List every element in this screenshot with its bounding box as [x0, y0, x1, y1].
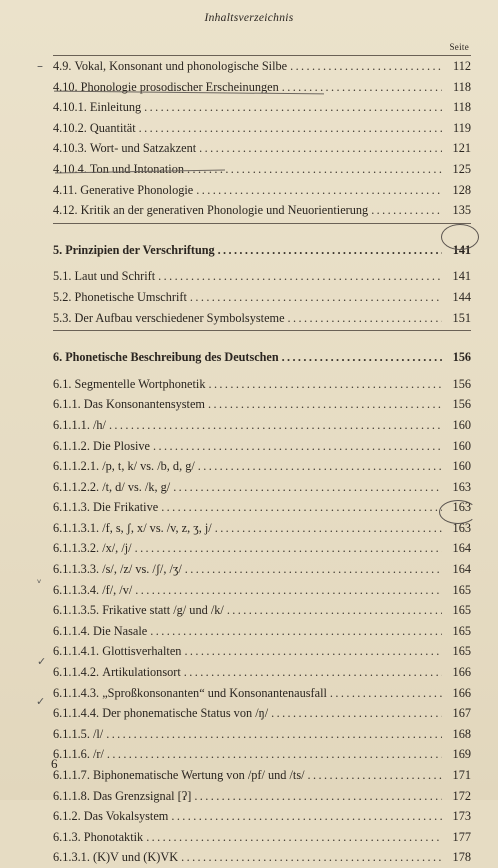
toc-entry-title: Phonotaktik [83, 829, 144, 844]
dot-leader [181, 847, 442, 868]
toc-entry-title: Der Aufbau verschiedener Symbolsysteme [74, 310, 285, 325]
toc-entry-row [53, 806, 471, 827]
dot-leader [173, 477, 442, 498]
toc-entry-title: Biphonematische Wertung von /pf/ und /ts/ [92, 768, 305, 782]
toc-entry-page: 168 [452, 726, 471, 741]
toc-entry-page: 156 [452, 350, 471, 365]
toc-entry-number: 5.3. [53, 310, 72, 325]
toc-entry-page: 135 [452, 203, 471, 218]
toc-chapter-row [53, 240, 471, 261]
dot-leader [290, 56, 442, 77]
toc-entry-page: 128 [452, 182, 471, 197]
toc-entry-title: Frikative statt /g/ und /k/ [102, 603, 224, 618]
toc-entry-number: 4.10.4. [53, 161, 87, 176]
toc-entry-page: 151 [452, 310, 471, 325]
dot-leader [308, 765, 442, 786]
pencil-circle-165 [439, 500, 477, 524]
toc-entry-page: 119 [453, 120, 471, 135]
toc-entry-title: Laut und Schrift [74, 269, 156, 284]
toc-entry-page: 165 [452, 582, 471, 597]
toc-entry-title: Phonologie prosodischer Erscheinungen [80, 79, 279, 94]
toc-entry-number: 6.1.1.4. [53, 623, 90, 638]
toc-entry-page: 166 [452, 685, 471, 700]
dot-leader [135, 580, 442, 601]
dot-leader [190, 287, 442, 308]
toc-entry-page: 163 [452, 520, 471, 535]
section-gap [53, 331, 471, 347]
toc-entry-page: 141 [452, 269, 471, 284]
dot-leader [153, 436, 442, 457]
dot-leader [208, 394, 442, 415]
toc-entry-title: Kritik an der generativen Phonologie und Neuorientierung [80, 203, 369, 218]
toc-entry-title: Phonetische Beschreibung des Deutschen [65, 350, 279, 365]
toc-entry-row [53, 724, 471, 745]
toc-entry-row [53, 559, 471, 580]
toc-entry-page: 164 [452, 562, 471, 577]
toc-entry-number: 6.1.1.3.1. [53, 520, 100, 535]
toc-entry-row [53, 600, 471, 621]
dot-leader [144, 97, 442, 118]
dot-leader [208, 374, 442, 395]
toc-entry-title: /f/, /v/ [102, 582, 133, 597]
toc-entry-row [53, 308, 471, 329]
toc-entry-number: 6.1.1.6. [53, 747, 90, 762]
dot-leader [218, 240, 442, 261]
toc-entry-row [53, 97, 471, 118]
dot-leader [135, 538, 442, 559]
dot-leader [288, 308, 442, 329]
toc-entry-row [53, 456, 471, 477]
toc-entry-page: 173 [452, 809, 471, 824]
page-number: 6 [51, 756, 58, 771]
dot-leader [215, 518, 442, 539]
toc-entry-row [53, 180, 471, 201]
toc-entry-page: 163 [452, 500, 471, 515]
dot-leader [199, 138, 442, 159]
dot-leader [171, 806, 442, 827]
dot-leader [198, 456, 442, 477]
toc-entry-number: 4.9. [53, 59, 72, 73]
toc-entry-title: Prinzipien der Verschriftung [65, 242, 215, 257]
toc-entry-page: 121 [452, 141, 471, 156]
toc-entry-number: 6.1.1.5. [53, 726, 90, 741]
toc-entry-page: 165 [452, 603, 471, 618]
toc-entry-row [53, 374, 471, 395]
toc-entry-title: /r/ [92, 747, 104, 762]
toc-entry-row [53, 765, 471, 786]
toc-entry-row [53, 786, 471, 807]
toc-entry-page: 164 [452, 541, 471, 556]
toc-entry-number: 6. [53, 350, 63, 365]
toc-entry-number: 4.12. [53, 203, 78, 218]
toc-entry-title: Das Vokalsystem [83, 809, 169, 824]
toc-entry-row [53, 641, 471, 662]
toc-entry-title: Das Konsonantensystem [83, 397, 205, 412]
toc-entry-number: 6.1.1.3. [53, 500, 90, 515]
toc-entry-row [53, 847, 471, 868]
toc-entry-page: 118 [453, 79, 471, 94]
toc-entry-row [53, 703, 471, 724]
toc-entry-number: 6.1.1.7. [53, 768, 90, 782]
toc-chapter-row [53, 347, 471, 368]
dot-leader [194, 786, 442, 807]
toc-entry-title: /l/ [92, 726, 104, 741]
dot-leader [227, 600, 442, 621]
toc-entry-number: 6.1.1.3.4. [53, 582, 100, 597]
toc-entry-title: /t, d/ vs. /k, g/ [102, 479, 171, 494]
toc-entry-title: Die Frikative [92, 500, 159, 515]
toc-entry-number: 6.1.1.8. [53, 788, 90, 803]
toc-entry-page: 177 [452, 829, 471, 844]
toc-entry-row [53, 744, 471, 765]
toc-entry-title: Generative Phonologie [80, 182, 194, 197]
toc-entry-number: 6.1. [53, 376, 72, 391]
pencil-check-mark: ✓ [37, 655, 47, 668]
dot-leader [196, 180, 442, 201]
dot-leader [187, 159, 442, 180]
dot-leader [146, 827, 442, 848]
toc-entry-page: 169 [452, 747, 471, 762]
pencil-dash-mark: – [37, 59, 43, 73]
toc-entry-row [53, 662, 471, 683]
dot-leader [185, 559, 442, 580]
toc-entry-title: Vokal, Konsonant und phonologische Silbe [74, 59, 288, 73]
dot-leader [330, 683, 442, 704]
toc-entry-row [53, 266, 471, 287]
toc-entry-title: /x/, /j/ [102, 541, 132, 556]
toc-entry-number: 6.1.1.4.2. [53, 665, 100, 680]
toc-entry-row [53, 580, 471, 601]
toc-entry-title: /h/ [92, 417, 106, 432]
toc-entry-row [53, 683, 471, 704]
toc-entry-title: Glottisverhalten [102, 644, 182, 659]
dot-leader [107, 744, 442, 765]
toc-entry-page: 156 [452, 397, 471, 412]
dot-leader [161, 497, 442, 518]
toc-entry-page: 112 [453, 59, 471, 73]
page-column-label: Seite [449, 42, 469, 52]
dot-leader [106, 724, 442, 745]
pencil-check-mark: ✓ [36, 695, 46, 708]
toc-entry-number: 6.1.1.4.3. [53, 685, 100, 700]
toc-entry-number: 6.1.2. [53, 809, 81, 824]
dot-leader [271, 703, 442, 724]
toc-entry-title: /f, s, ʃ, x/ vs. /v, z, ʒ, j/ [102, 520, 212, 535]
toc-entry-page: 165 [452, 644, 471, 659]
toc-entry-row [53, 394, 471, 415]
toc-entry-title: Die Plosive [92, 438, 151, 453]
toc-entry-number: 6.1.1.3.2. [53, 541, 100, 556]
dot-leader [371, 200, 442, 221]
toc-entry-title: Der phonematische Status von /ŋ/ [102, 706, 269, 721]
toc-entry-row [53, 497, 471, 518]
toc-entry-row [53, 118, 471, 139]
toc-entry-page: 172 [452, 788, 471, 803]
running-head: Inhaltsverzeichnis [204, 12, 294, 24]
toc-entry-page: 165 [452, 623, 471, 638]
toc-entry-page: 167 [452, 706, 471, 721]
toc-entry-number: 6.1.1.4.1. [53, 644, 100, 659]
dot-leader [282, 347, 442, 368]
toc-entry-number: 4.10.3. [53, 141, 87, 156]
toc-entry-page: 144 [452, 289, 471, 304]
toc-entry-number: 6.1.1.2.2. [53, 479, 100, 494]
toc-entry-row [53, 287, 471, 308]
pencil-tick-mark: ᵥ [37, 573, 42, 586]
toc-entry-number: 6.1.1.2. [53, 438, 90, 453]
toc-entry-page: 160 [452, 417, 471, 432]
toc-entry-row [53, 827, 471, 848]
toc-entry-number: 6.1.3.1. [53, 850, 90, 865]
toc-entry-number: 4.10.1. [53, 100, 87, 115]
toc-entry-title: Quantität [89, 120, 136, 135]
toc-entry-page: 125 [452, 161, 471, 176]
toc-entry-number: 4.10. [53, 79, 78, 94]
table-of-contents [53, 55, 471, 868]
toc-entry-number: 6.1.1.3.5. [53, 603, 100, 618]
toc-entry-number: 6.1.1. [53, 397, 81, 412]
toc-entry-row [53, 538, 471, 559]
toc-entry-title: Ton und Intonation [89, 161, 184, 176]
toc-entry-row [53, 159, 471, 180]
toc-entry-title: Artikulationsort [102, 665, 181, 680]
dot-leader [109, 415, 442, 436]
pencil-circle-141 [441, 224, 479, 250]
dot-leader [184, 641, 442, 662]
toc-entry-number: 6.1.1.1. [53, 417, 90, 432]
toc-entry-row [53, 200, 471, 221]
toc-entry-row [53, 477, 471, 498]
toc-entry-title: Einleitung [89, 100, 142, 115]
toc-entry-number: 4.10.2. [53, 120, 87, 135]
toc-entry-page: 166 [452, 665, 471, 680]
toc-entry-page: 160 [452, 438, 471, 453]
dot-leader [158, 266, 442, 287]
toc-entry-row [53, 621, 471, 642]
toc-entry-row [53, 138, 471, 159]
toc-entry-title: Phonetische Umschrift [74, 289, 187, 304]
toc-entry-number: 5.1. [53, 269, 72, 284]
toc-entry-title: „Sproßkonsonanten“ und Konsonantenausfall [102, 685, 327, 700]
dot-leader [184, 662, 442, 683]
toc-entry-row [53, 77, 471, 98]
toc-entry-page: 118 [453, 100, 471, 115]
toc-entry-title: Die Nasale [92, 623, 148, 638]
toc-entry-row [53, 415, 471, 436]
toc-entry-number: 6.1.3. [53, 829, 81, 844]
toc-entry-page: 160 [452, 459, 471, 474]
toc-entry-page: 156 [452, 376, 471, 391]
toc-entry-row [53, 518, 471, 539]
toc-entry-number: 6.1.1.2.1. [53, 459, 100, 474]
section-gap [53, 224, 471, 240]
toc-entry-title: (K)V und (K)VK [92, 850, 179, 865]
toc-entry-page: 178 [452, 850, 471, 865]
toc-entry-row [53, 436, 471, 457]
toc-entry-page: 163 [452, 479, 471, 494]
toc-entry-number: 5. [53, 242, 63, 257]
toc-entry-title: /s/, /z/ vs. /ʃ/, /ʒ/ [102, 562, 182, 577]
toc-entry-title: Segmentelle Wortphonetik [74, 376, 206, 391]
dot-leader [139, 118, 442, 139]
toc-entry-title: Das Grenzsignal [ʔ] [92, 788, 192, 803]
toc-entry-title: Wort- und Satzakzent [89, 141, 197, 156]
toc-entry-title: /p, t, k/ vs. /b, d, g/ [102, 459, 195, 474]
toc-entry-row [53, 56, 471, 77]
toc-entry-page: 141 [452, 242, 471, 257]
toc-entry-number: 6.1.1.3.3. [53, 562, 100, 577]
toc-entry-number: 6.1.1.4.4. [53, 706, 100, 721]
toc-entry-number: 5.2. [53, 289, 72, 304]
toc-entry-number: 4.11. [53, 182, 78, 197]
dot-leader [150, 621, 442, 642]
toc-entry-page: 171 [452, 768, 471, 782]
